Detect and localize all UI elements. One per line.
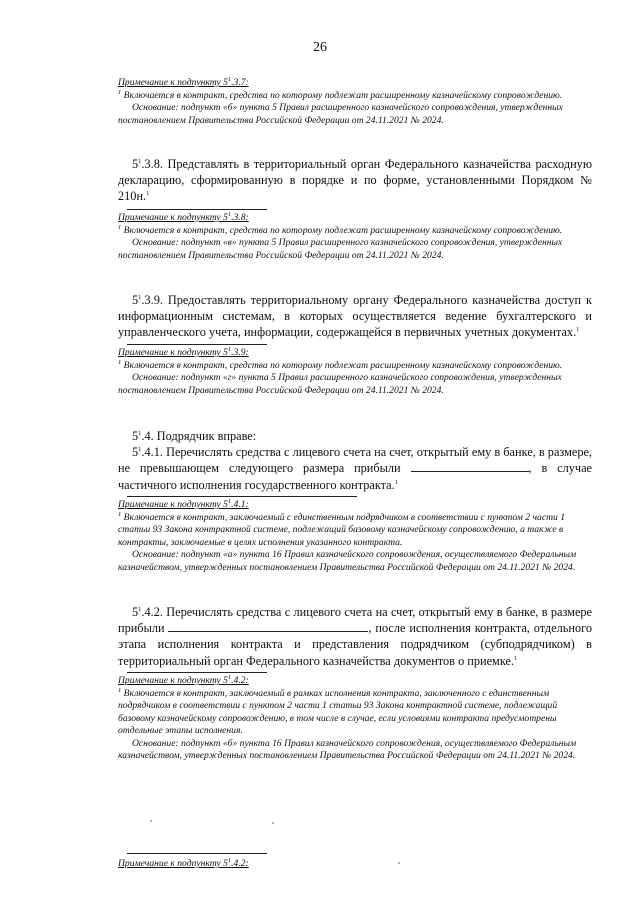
footnote-divider (127, 209, 267, 210)
clause-text: Предоставлять территориальному органу Федерального казначейства доступ к информационным системам, в которых осуществляется ведение бухгалтерского и управленческого учета, информации, содержащейся в первичных учетных документах. (118, 293, 593, 340)
scan-speck (150, 820, 152, 822)
clause-5-4-2: $5^1.4.2$. Перечислять средства с лицевого счета на счет, открытый ему в банке, в размере прибыли , после исполнения контракта, отдельного этапа исполнения контракта и представления подрядчиком (субподрядчиком) в территориальный орган Федерального казначейства документов о приемке.$^1$ (118, 605, 593, 668)
clause-text: Представлять в территориальный орган Федерального казначейства расходную декларацию, сформированную в порядке и по форме, установленными Порядком № 210н. (118, 157, 593, 204)
note-5-3-7: Примечание к подпункту $5^1.3.7$: $^1$ Включается в контракт, средства по которому подлежат расширенному казначейскому сопровождению. Основание: подпункт «б» пункта 5 Правил расширенного казначейского сопровождения, утвержденных постановлением Правительства Российской Федерации от 24.11.2021 № 2024. (118, 77, 592, 127)
note-5-3-8: Примечание к подпункту $5^1.3.8$: $^1$ Включается в контракт, средства по которому подлежат расширенному казначейскому сопровождению. Основание: подпункт «в» пункта 5 Правил расширенного казначейского сопровождения, утвержденных постановлением Правительства Российской Федерации от 24.11.2021 № 2024. (118, 210, 563, 261)
footnote-divider (127, 344, 267, 345)
profit-amount-blank[interactable] (168, 620, 368, 632)
note-5-4-1: Примечание к подпункту $5^1.4.1$: $^1$ Включается в контракт, заключаемый с единственным подрядчиком в соответствии с пунктом 2 части 1 статьи 93 Закона контрактной системе, подлежащий базовому казначейскому сопровождению, а также в контракты, заключаемые в целях исполнения указанного контракта. Основание: подпункт «а» пункта 16 Правил казначейского сопровождения, осуществляемого Федеральным казначейством, утвержденных постановлением Правительства Российской Федерации от 24.11.2021 № 2024. (118, 497, 577, 573)
clause-5-3-8: $5^1.3.8$. Представлять в территориальный орган Федерального казначейства расходную декларацию, сформированную в порядке и по форме, установленными Порядком № 210н.$^1$ (118, 157, 593, 204)
scan-speck (272, 822, 274, 824)
profit-amount-blank[interactable] (411, 460, 529, 472)
note-5-3-9: Примечание к подпункту $5^1.3.9$: $^1$ Включается в контракт, средства по которому подлежат расширенному казначейскому сопровождению. Основание: подпункт «г» пункта 5 Правил расширенного казначейского сопровождения, утвержденных постановлением Правительства Российской Федерации от 24.11.2021 № 2024. (118, 345, 563, 396)
page-number: 26 (313, 40, 327, 55)
note-basis-text: Основание: подпункт «б» пункта 5 Правил расширенного казначейского сопровождения, утвержденных постановлением Правительства Российской Федерации от 24.11.2021 № 2024. (118, 102, 563, 126)
footnote-divider (127, 496, 357, 497)
clause-5-3-9: $5^1.3.9$. Предоставлять территориальному органу Федерального казначейства доступ к информационным системам, в которых осуществляется ведение бухгалтерского и управленческого учета, информации, содержащейся в первичных учетных документах.$^1$ (118, 293, 593, 340)
note-include-text: Включается в контракт, средства по которому подлежат расширенному казначейскому сопровождению. (123, 89, 563, 101)
footnote-divider (127, 853, 267, 854)
clause-5-4: $5^1.4$. Подрядчик вправе: $5^1.4.1$. Перечислять средства с лицевого счета на счет, открытый ему в банке, в размере, не превышающем следующего размера прибыли , в случае частичного исполнения государственного контракта.$^1$ (118, 429, 593, 492)
note-label: Примечание к подпункту 5 (118, 77, 228, 88)
note-5-4-2-repeat: Примечание к подпункту $5^1.4.2$: (118, 856, 249, 869)
note-5-4-2: Примечание к подпункту $5^1.4.2$: $^1$ Включается в контракт, заключаемый в рамках исполнения контракта, заключенного с единственным подрядчиком в соответствии с пунктом 2 части 1 статьи 93 Закона контрактной системе, подлежащий базовому казначейскому сопровождению, в том числе в случае, если условиями контракта предусмотрены отдельные этапы исполнения. Основание: подпункт «б» пункта 16 Правил казначейского сопровождения, осуществляемого Федеральным казначейством, утвержденных постановлением Правительства Российской Федерации от 24.11.2021 № 2024. (118, 673, 577, 761)
footnote-divider (127, 672, 267, 673)
scan-speck (398, 862, 400, 864)
